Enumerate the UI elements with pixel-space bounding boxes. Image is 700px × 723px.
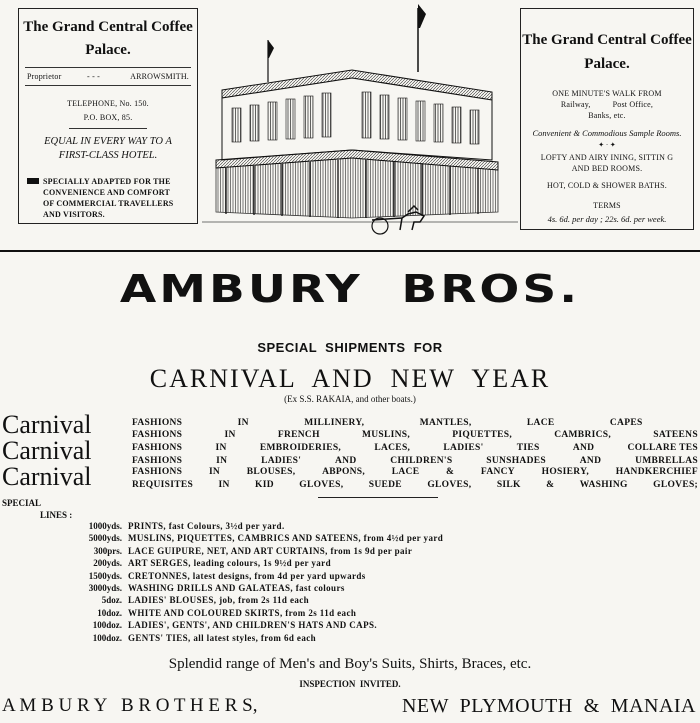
right-box-title-1: The Grand Central Coffee bbox=[522, 32, 692, 48]
line-quantity: 1000yds. bbox=[88, 521, 122, 531]
fashion-word: IN bbox=[218, 480, 230, 490]
fashion-word: GLOVES, bbox=[299, 480, 344, 490]
fashion-word: GLOVES; bbox=[653, 480, 698, 490]
fashion-word: GLOVES, bbox=[427, 480, 472, 490]
line-description: LADIES' BLOUSES, job, from 2s 11d each bbox=[128, 595, 310, 606]
fashion-word: & bbox=[546, 480, 555, 490]
special-line-3: OF COMMERCIAL TRAVELLERS bbox=[43, 199, 174, 208]
line-description: CRETONNES, latest designs, from 4d per yard upwards bbox=[128, 570, 366, 581]
terms: 4s. 6d. per day ; 22s. 6d. per week. bbox=[547, 214, 667, 224]
fashion-word: COLLARE TES bbox=[627, 443, 698, 453]
fashion-word: LADIES' bbox=[443, 443, 484, 453]
pointing-hand-icon bbox=[27, 178, 39, 184]
fashion-word: HANDKERCHIEF bbox=[615, 467, 698, 477]
fashion-row bbox=[132, 430, 698, 440]
line-description: ART SERGES, leading colours, 1s 9½d per yard bbox=[128, 558, 331, 569]
fashion-word: SILK bbox=[496, 480, 521, 490]
proprietor-label: Proprietor bbox=[27, 72, 62, 81]
fashion-word: AND bbox=[335, 456, 357, 466]
lofty-line-1: LOFTY AND AIRY INING, SITTIN G bbox=[540, 153, 674, 162]
fashion-underline bbox=[318, 497, 438, 498]
fashion-word: & bbox=[446, 467, 455, 477]
fashion-word: IN bbox=[215, 443, 227, 453]
equal-line-2: FIRST-CLASS HOTEL. bbox=[58, 150, 158, 161]
fashion-word: REQUISITES bbox=[132, 480, 194, 490]
fashion-word: WASHING bbox=[579, 480, 628, 490]
fashion-word: AND bbox=[572, 443, 595, 453]
fashion-word: ABPONS, bbox=[322, 467, 366, 477]
special-line-4: AND VISITORS. bbox=[43, 210, 105, 219]
splendid-line: Splendid range of Men's and Boy's Suits, Shirts, Braces, etc. bbox=[168, 656, 532, 672]
fashion-word: EMBROIDERIES, bbox=[259, 443, 342, 453]
fashion-word: FASHIONS bbox=[132, 467, 183, 477]
fashion-word: IN bbox=[208, 467, 221, 477]
line-description: LADIES', GENTS', AND CHILDREN'S HATS AND CAPS. bbox=[128, 620, 378, 631]
fashion-word: LADIES' bbox=[261, 456, 302, 466]
fashion-word: FASHIONS bbox=[132, 456, 183, 466]
left-box-rule-3 bbox=[69, 128, 147, 129]
carnival-word-1: Carnival bbox=[2, 410, 92, 439]
fashion-word: CHILDREN'S bbox=[390, 456, 453, 466]
fashion-word: LACE bbox=[526, 418, 555, 428]
fashion-row bbox=[132, 443, 698, 453]
fashion-word: SATEENS bbox=[653, 430, 698, 440]
line-quantity: 200yds. bbox=[93, 558, 122, 569]
top-divider bbox=[0, 250, 700, 252]
line-quantity: 1500yds. bbox=[88, 570, 122, 581]
fashion-word: FASHIONS bbox=[132, 418, 183, 428]
line-description: MUSLINS, PIQUETTES, CAMBRICS AND SATEENS, from 4½d per yard bbox=[128, 533, 444, 544]
telephone: TELEPHONE, No. 150. bbox=[67, 99, 149, 108]
fashion-word: CAPES bbox=[609, 418, 643, 428]
baths: HOT, COLD & SHOWER BATHS. bbox=[547, 181, 667, 190]
right-info-box bbox=[520, 8, 694, 230]
carnival-new-year: CARNIVAL AND NEW YEAR bbox=[149, 364, 551, 393]
fashion-word: FANCY bbox=[480, 467, 515, 477]
right-box-title-2: Palace. bbox=[584, 56, 630, 72]
minutes-line-2: Railway, Post Office, bbox=[560, 100, 654, 109]
left-box-rule-1 bbox=[25, 67, 191, 68]
fashion-word: HOSIERY, bbox=[541, 467, 590, 477]
line-quantity: 5000yds. bbox=[88, 533, 122, 544]
proprietor-dots: - - - bbox=[87, 72, 100, 81]
ornament-divider: ✦ · ✦ bbox=[598, 141, 616, 149]
proprietor-name: ARROWSMITH. bbox=[130, 72, 189, 81]
fashion-word: BLOUSES, bbox=[246, 467, 296, 477]
fashion-word: LACE bbox=[391, 467, 420, 477]
special-line-2: CONVENIENCE AND COMFORT bbox=[43, 188, 170, 197]
fashion-row bbox=[132, 467, 698, 477]
minutes-line-3: Banks, etc. bbox=[588, 111, 626, 120]
fashion-word: SUEDE bbox=[368, 480, 402, 490]
line-description: GENTS' TIES, all latest styles, from 6d each bbox=[128, 632, 317, 643]
fashion-word: FRENCH bbox=[277, 430, 320, 440]
left-info-box bbox=[18, 8, 198, 224]
fashion-word: KID bbox=[255, 480, 274, 490]
fashion-word: IN bbox=[237, 418, 249, 428]
fashion-row bbox=[132, 456, 698, 466]
fashion-word: IN bbox=[224, 430, 236, 440]
po-box: P.O. BOX, 85. bbox=[83, 113, 133, 122]
fashion-word: SUNSHADES bbox=[486, 456, 546, 466]
left-box-title-2: Palace. bbox=[85, 42, 131, 58]
terms-label: TERMS bbox=[593, 201, 621, 210]
fashion-word: UMBRELLAS bbox=[635, 456, 698, 466]
carnival-word-3: Carnival bbox=[2, 462, 92, 491]
fashion-word: AND bbox=[579, 456, 602, 466]
ex-ss-note: (Ex S.S. RAKAIA, and other boats.) bbox=[284, 394, 416, 404]
equal-line-1: EQUAL IN EVERY WAY TO A bbox=[44, 136, 172, 147]
fashion-word: TIES bbox=[516, 443, 540, 453]
line-quantity: 10doz. bbox=[97, 607, 122, 618]
lines-label: LINES : bbox=[40, 510, 73, 520]
line-description: WHITE AND COLOURED SKIRTS, from 2s 11d each bbox=[128, 607, 357, 618]
line-quantity: 100doz. bbox=[92, 620, 122, 631]
fashion-row bbox=[132, 418, 698, 428]
line-description: WASHING DRILLS AND GALATEAS, fast colours bbox=[128, 583, 345, 593]
fashion-word: LACES, bbox=[374, 443, 411, 453]
line-quantity: 5doz. bbox=[101, 595, 122, 606]
lofty-line-2: AND BED ROOMS. bbox=[571, 164, 643, 173]
special-line-1: SPECIALLY ADAPTED FOR THE bbox=[43, 177, 171, 186]
headline: AMBURY BROS. bbox=[119, 266, 581, 313]
footer-brand: A M B U R Y B R O T H E R S, bbox=[2, 695, 258, 716]
fashion-word: FASHIONS bbox=[132, 443, 183, 453]
fashion-word: FASHIONS bbox=[132, 430, 183, 440]
fashion-word: PIQUETTES, bbox=[452, 430, 513, 440]
fashion-word: CAMBRICS, bbox=[554, 430, 612, 440]
fashion-word: MILLINERY, bbox=[304, 418, 365, 428]
fashion-word: MANTLES, bbox=[419, 418, 472, 428]
sample-rooms: Convenient & Commodious Sample Rooms. bbox=[532, 128, 682, 138]
line-quantity: 300prs. bbox=[93, 545, 122, 556]
left-box-rule-2 bbox=[25, 85, 191, 86]
special-label: SPECIAL bbox=[2, 498, 42, 508]
line-quantity: 100doz. bbox=[92, 632, 122, 643]
building-illustration bbox=[202, 0, 518, 240]
footer-location: NEW PLYMOUTH & MANAIA bbox=[401, 695, 696, 717]
line-description: LACE GUIPURE, NET, AND ART CURTAINS, from 1s 9d per pair bbox=[128, 545, 413, 556]
line-quantity: 3000yds. bbox=[88, 583, 122, 593]
special-shipments: SPECIAL SHIPMENTS FOR bbox=[257, 340, 443, 355]
inspection-invited: INSPECTION INVITED. bbox=[299, 679, 401, 689]
left-box-title-1: The Grand Central Coffee bbox=[23, 19, 193, 35]
fashion-word: IN bbox=[216, 456, 228, 466]
line-description: PRINTS, fast Colours, 3½d per yard. bbox=[128, 521, 285, 531]
fashion-word: MUSLINS, bbox=[361, 430, 411, 440]
fashion-row bbox=[132, 480, 698, 490]
carnival-word-2: Carnival bbox=[2, 436, 92, 465]
minutes-line-1: ONE MINUTE'S WALK FROM bbox=[552, 89, 662, 98]
